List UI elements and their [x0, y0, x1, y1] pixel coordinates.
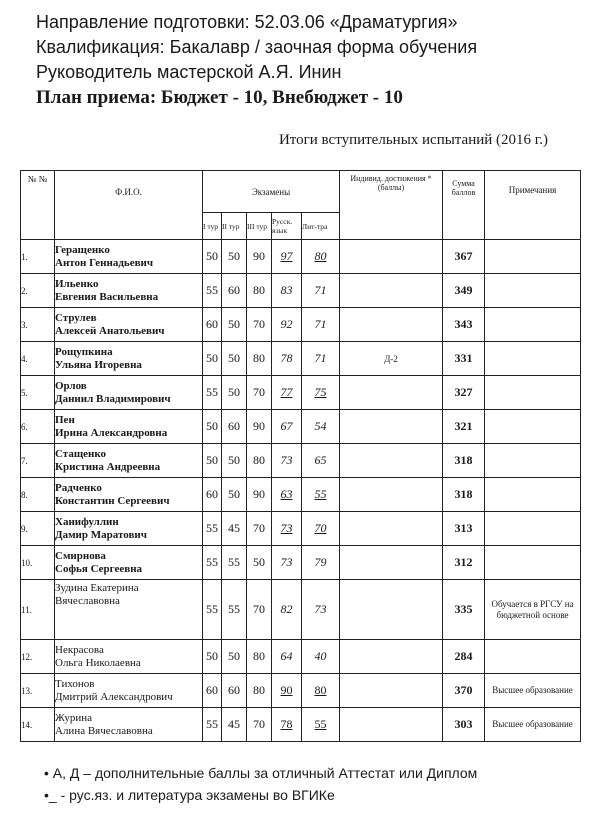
- achievements: [340, 708, 443, 742]
- applicant-name: Ильенко Евгения Васильевна: [55, 274, 203, 308]
- score-tour1: 50: [203, 640, 222, 674]
- score-russian: 64: [272, 640, 302, 674]
- total-score: 349: [443, 274, 485, 308]
- score-tour2: 50: [222, 376, 247, 410]
- achievements: [340, 376, 443, 410]
- achievements: [340, 512, 443, 546]
- score-tour2: 55: [222, 546, 247, 580]
- score-tour2: 45: [222, 708, 247, 742]
- score-russian: 78: [272, 342, 302, 376]
- applicant-name: Рощупкина Ульяна Игоревна: [55, 342, 203, 376]
- score-russian: 73: [272, 444, 302, 478]
- footnote-vgik-exams: •_ - рус.яз. и литература экзамены во ВГИКе: [44, 787, 335, 803]
- score-tour2: 50: [222, 240, 247, 274]
- row-num: 10.: [21, 546, 55, 580]
- col-notes-header: Примечания: [485, 171, 581, 240]
- score-literature: 55: [302, 478, 340, 512]
- score-russian: 67: [272, 410, 302, 444]
- row-note: Обучается в РГСУ на бюджетной основе: [485, 580, 581, 640]
- supervisor-line: Руководитель мастерской А.Я. Инин: [36, 62, 342, 82]
- applicant-name: Зудина Екатерина Вячеславовна: [55, 580, 203, 640]
- score-tour3: 80: [247, 274, 272, 308]
- results-table: [20, 170, 581, 742]
- score-literature: 80: [302, 674, 340, 708]
- score-tour2: 45: [222, 512, 247, 546]
- row-num: 3.: [21, 308, 55, 342]
- score-literature: 71: [302, 308, 340, 342]
- table-row: [21, 308, 581, 342]
- col-russian-header: Русск. язык: [272, 213, 302, 240]
- score-russian: 92: [272, 308, 302, 342]
- achievements: [340, 580, 443, 640]
- score-tour3: 50: [247, 546, 272, 580]
- score-russian: 73: [272, 512, 302, 546]
- applicant-name: Стащенко Кристина Андреевна: [55, 444, 203, 478]
- score-russian: 73: [272, 546, 302, 580]
- total-score: 318: [443, 478, 485, 512]
- row-note: [485, 640, 581, 674]
- col-name-header: Ф.И.О.: [55, 171, 203, 240]
- score-tour3: 70: [247, 376, 272, 410]
- total-score: 313: [443, 512, 485, 546]
- score-tour1: 50: [203, 342, 222, 376]
- total-score: 331: [443, 342, 485, 376]
- score-russian: 78: [272, 708, 302, 742]
- applicant-name: Геращенко Антон Геннадьевич: [55, 240, 203, 274]
- table-row: [21, 580, 581, 640]
- table-row: [21, 708, 581, 742]
- achievements: [340, 674, 443, 708]
- row-num: 14.: [21, 708, 55, 742]
- row-num: 5.: [21, 376, 55, 410]
- score-literature: 73: [302, 580, 340, 640]
- score-russian: 83: [272, 274, 302, 308]
- score-tour3: 70: [247, 708, 272, 742]
- col-tour1-header: I тур: [203, 213, 222, 240]
- program-line: Направление подготовки: 52.03.06 «Драматургия»: [36, 12, 458, 32]
- col-total-header: Сумма баллов: [443, 171, 485, 240]
- achievements: [340, 410, 443, 444]
- total-score: 367: [443, 240, 485, 274]
- table-row: [21, 444, 581, 478]
- table-row: [21, 342, 581, 376]
- score-tour2: 50: [222, 640, 247, 674]
- score-tour1: 55: [203, 708, 222, 742]
- col-tour3-header: III тур: [247, 213, 272, 240]
- row-note: Высшее образование: [485, 708, 581, 742]
- score-tour1: 50: [203, 240, 222, 274]
- achievements: [340, 478, 443, 512]
- row-note: [485, 308, 581, 342]
- col-tour2-header: II тур: [222, 213, 247, 240]
- applicant-name: Струлев Алексей Анатольевич: [55, 308, 203, 342]
- applicant-name: Некрасова Ольга Николаевна: [55, 640, 203, 674]
- applicant-name: Тихонов Дмитрий Александрович: [55, 674, 203, 708]
- applicant-name: Орлов Даниил Владимирович: [55, 376, 203, 410]
- col-num-header: № №: [21, 171, 55, 240]
- score-tour3: 90: [247, 410, 272, 444]
- row-num: 12.: [21, 640, 55, 674]
- score-russian: 77: [272, 376, 302, 410]
- table-row: [21, 274, 581, 308]
- row-note: [485, 342, 581, 376]
- score-tour1: 60: [203, 308, 222, 342]
- achievements: Д-2: [340, 342, 443, 376]
- table-row: [21, 674, 581, 708]
- table-row: [21, 546, 581, 580]
- row-note: [485, 512, 581, 546]
- table-row: [21, 410, 581, 444]
- score-tour2: 60: [222, 274, 247, 308]
- score-tour1: 50: [203, 410, 222, 444]
- achievements: [340, 308, 443, 342]
- total-score: 303: [443, 708, 485, 742]
- row-num: 8.: [21, 478, 55, 512]
- score-literature: 55: [302, 708, 340, 742]
- score-tour1: 55: [203, 580, 222, 640]
- col-exams-header: Экзамены: [203, 171, 340, 213]
- score-tour3: 90: [247, 478, 272, 512]
- results-subtitle: Итоги вступительных испытаний (2016 г.): [278, 132, 548, 148]
- row-num: 9.: [21, 512, 55, 546]
- score-russian: 82: [272, 580, 302, 640]
- score-tour2: 55: [222, 580, 247, 640]
- row-num: 1.: [21, 240, 55, 274]
- col-literature-header: Лит-тра: [302, 213, 340, 240]
- score-russian: 63: [272, 478, 302, 512]
- score-literature: 70: [302, 512, 340, 546]
- table-row: [21, 640, 581, 674]
- score-literature: 79: [302, 546, 340, 580]
- score-tour2: 60: [222, 674, 247, 708]
- achievements: [340, 240, 443, 274]
- applicant-name: Журина Алина Вячеславовна: [55, 708, 203, 742]
- total-score: 321: [443, 410, 485, 444]
- score-tour1: 55: [203, 274, 222, 308]
- row-note: [485, 410, 581, 444]
- row-num: 11.: [21, 580, 55, 640]
- footnote-extra-points: • А, Д – дополнительные баллы за отличный Аттестат или Диплом: [44, 765, 478, 781]
- row-note: Высшее образование: [485, 674, 581, 708]
- achievements: [340, 640, 443, 674]
- score-tour1: 55: [203, 546, 222, 580]
- score-literature: 40: [302, 640, 340, 674]
- admission-plan-line: План приема: Бюджет - 10, Внебюджет - 10: [36, 87, 403, 108]
- row-num: 2.: [21, 274, 55, 308]
- total-score: 284: [443, 640, 485, 674]
- score-literature: 65: [302, 444, 340, 478]
- score-tour3: 90: [247, 240, 272, 274]
- score-tour3: 70: [247, 308, 272, 342]
- row-num: 7.: [21, 444, 55, 478]
- score-tour2: 60: [222, 410, 247, 444]
- score-literature: 54: [302, 410, 340, 444]
- score-tour2: 50: [222, 342, 247, 376]
- row-num: 4.: [21, 342, 55, 376]
- score-tour3: 80: [247, 640, 272, 674]
- row-note: [485, 546, 581, 580]
- col-achievements-header: Индивид. достижения * (баллы): [340, 171, 443, 240]
- footnotes: [44, 762, 477, 806]
- score-tour3: 70: [247, 512, 272, 546]
- score-russian: 97: [272, 240, 302, 274]
- total-score: 327: [443, 376, 485, 410]
- score-tour1: 55: [203, 376, 222, 410]
- score-tour2: 50: [222, 444, 247, 478]
- score-tour1: 60: [203, 478, 222, 512]
- score-literature: 71: [302, 274, 340, 308]
- score-tour1: 60: [203, 674, 222, 708]
- table-row: [21, 376, 581, 410]
- row-note: [485, 240, 581, 274]
- score-tour2: 50: [222, 308, 247, 342]
- row-num: 6.: [21, 410, 55, 444]
- score-literature: 80: [302, 240, 340, 274]
- applicant-name: Радченко Константин Сергеевич: [55, 478, 203, 512]
- table-row: [21, 240, 581, 274]
- document-header: [36, 10, 477, 110]
- score-tour3: 80: [247, 342, 272, 376]
- row-note: [485, 376, 581, 410]
- total-score: 318: [443, 444, 485, 478]
- row-note: [485, 444, 581, 478]
- qualification-line: Квалификация: Бакалавр / заочная форма обучения: [36, 37, 478, 57]
- achievements: [340, 444, 443, 478]
- table-row: [21, 478, 581, 512]
- row-num: 13.: [21, 674, 55, 708]
- score-russian: 90: [272, 674, 302, 708]
- score-tour1: 50: [203, 444, 222, 478]
- row-note: [485, 478, 581, 512]
- achievements: [340, 546, 443, 580]
- score-tour3: 80: [247, 674, 272, 708]
- total-score: 370: [443, 674, 485, 708]
- score-tour3: 80: [247, 444, 272, 478]
- applicant-name: Ханифуллин Дамир Маратович: [55, 512, 203, 546]
- table-row: [21, 512, 581, 546]
- total-score: 343: [443, 308, 485, 342]
- score-tour2: 50: [222, 478, 247, 512]
- score-literature: 71: [302, 342, 340, 376]
- score-tour3: 70: [247, 580, 272, 640]
- score-literature: 75: [302, 376, 340, 410]
- applicant-name: Смирнова Софья Сергеевна: [55, 546, 203, 580]
- row-note: [485, 274, 581, 308]
- applicant-name: Пен Ирина Александровна: [55, 410, 203, 444]
- total-score: 335: [443, 580, 485, 640]
- score-tour1: 55: [203, 512, 222, 546]
- achievements: [340, 274, 443, 308]
- total-score: 312: [443, 546, 485, 580]
